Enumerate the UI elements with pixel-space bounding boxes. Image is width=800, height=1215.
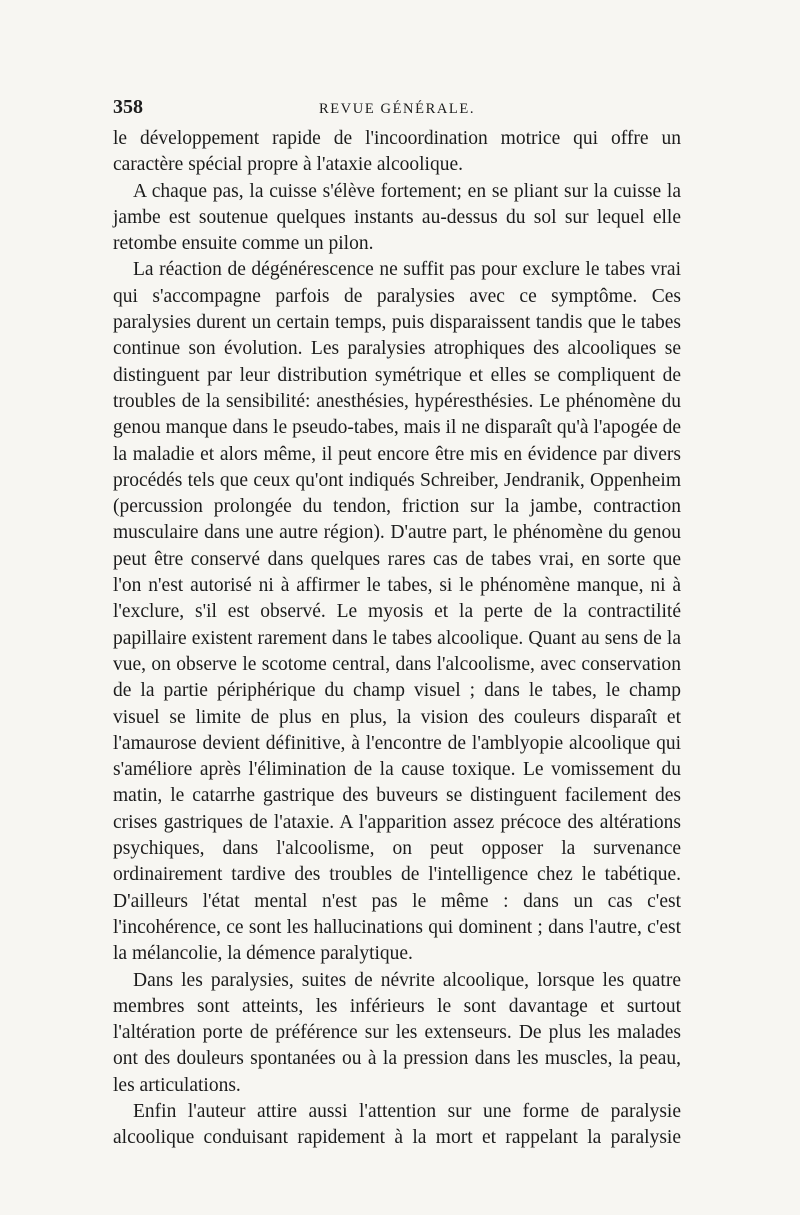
paragraph: Dans les paralysies, suites de névrite alcoolique, lorsque les quatre membres sont atteints, les inférieurs le sont davantage et surtout l'altération porte de préférence sur les extenseurs. De plus les malades ont des douleurs spontanées ou à la pression dans les muscles, la peau, les articulations.: [113, 969, 681, 1096]
page-header: [113, 96, 681, 126]
paragraph: La réaction de dégénérescence ne suffit pas pour exclure le tabes vrai qui s'accompagne parfois de paralysies avec ce symptôme. Ces paralysies durent un certain temps, puis disparaissent tandis que le tabes continue son évolution. Les paralysies atrophiques des alcooliques se distinguent par leur distribution symétrique et elles se compliquent de troubles de la sensibilité: anesthésies, hypéresthésies. Le phénomène du genou manque dans le pseudo-tabes, mais il ne disparaît qu'à l'apogée de la maladie et alors même, il peut encore être mis en évidence par divers procédés tels que ceux qu'ont indiqués Schreiber, Jendranik, Oppenheim (percussion prolongée du tendon, friction sur la jambe, contraction musculaire dans une autre région). D'autre part, le phénomène du genou peut être conservé dans quelques rares cas de tabes vrai, en sorte que l'on n'est autorisé ni à affirmer le tabes, si le phénomène manque, ni à l'exclure, s'il est observé. Le myosis et la perte de la contractilité papillaire existent rarement dans le tabes alcoolique. Quant au sens de la vue, on observe le scotome central, dans l'alcoolisme, avec conservation de la partie périphérique du champ visuel ; dans le tabes, le champ visuel se limite de plus en plus, la vision des couleurs disparaît et l'amaurose devient définitive, à l'encontre de l'amblyopie alcoolique qui s'améliore après l'élimination de la cause toxique. Le vomissement du matin, le catarrhe gastrique des buveurs se distinguent facilement des crises gastriques de l'ataxie. A l'apparition assez précoce des altérations psychiques, dans l'alcoolisme, on peut opposer la survenance ordinairement tardive des troubles de l'intelligence chez le tabétique. D'ailleurs l'état mental n'est pas le même : dans un cas c'est l'incohérence, ce sont les hallucinations qui dominent ; dans l'autre, c'est la mélancolie, la démence paralytique.: [113, 259, 681, 965]
paragraph-continued: le développement rapide de l'incoordination motrice qui offre un caractère spécial propre à l'ataxie alcoolique.: [113, 128, 681, 176]
paragraph-continues: Enfin l'auteur attire aussi l'attention sur une forme de paralysie alcoolique conduisant rapidement à la mort et rappelant la paralysie: [113, 1100, 681, 1149]
body-text: [113, 126, 681, 1152]
paragraph: A chaque pas, la cuisse s'élève fortement; en se pliant sur la cuisse la jambe est soutenue quelques instants au-dessus du sol sur lequel elle retombe ensuite comme un pilon.: [113, 180, 681, 255]
book-page: [113, 96, 681, 1152]
running-title: REVUE GÉNÉRALE.: [318, 101, 476, 117]
page-number: 358: [113, 96, 143, 118]
